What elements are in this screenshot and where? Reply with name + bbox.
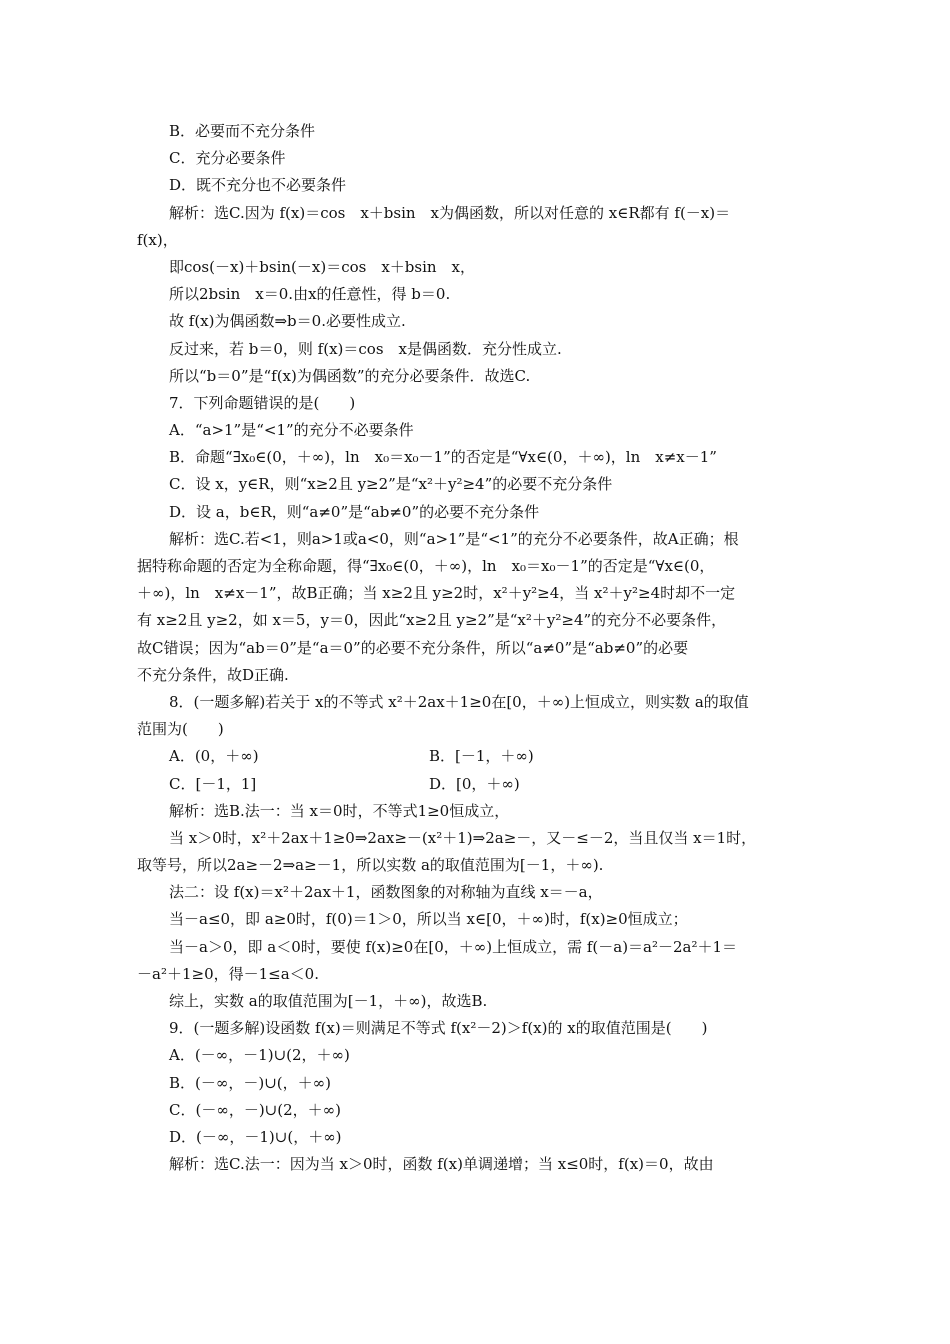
text-line: ＋∞)，ln x≠x－1”，故B正确；当 x≥2且 y≥2时，x²＋y²≥4，当 x²＋y²≥4时却不一定 [137,584,736,603]
text-line: 解析：选C.若<1，则a>1或a<0，则“a>1”是“<1”的充分不必要条件，故A正确；根 [169,529,739,548]
option-row-2 [137,771,817,798]
text-line: B．(－∞，－)∪(，＋∞) [169,1073,331,1092]
text-line: C．设 x，y∈R，则“x≥2且 y≥2”是“x²＋y²≥4”的必要不充分条件 [169,475,613,494]
option-d: D．[0，＋∞) [429,774,520,793]
text-line: D．既不充分也不必要条件 [169,176,347,195]
text-line: 解析：选C.因为 f(x)＝cos x＋bsin x为偶函数，所以对任意的 x∈R都有 f(－x)＝ [169,203,731,222]
text-line: 法二：设 f(x)＝x²＋2ax＋1，函数图象的对称轴为直线 x＝－a， [169,883,603,902]
option-c: C．[－1，1] [169,774,257,793]
text-line: 当 x＞0时，x²＋2ax＋1≥0⇒2ax≥－(x²＋1)⇒2a≥－，又－≤－2，当且仅当 x＝1时， [169,828,757,847]
text-line: 当－a≤0，即 a≥0时，f(0)＝1＞0，所以当 x∈[0，＋∞)时，f(x)≥0恒成立； [169,910,688,929]
text-line: B．命题“∃x₀∈(0，＋∞)，ln x₀＝x₀－1”的否定是“∀x∈(0，＋∞)，ln x≠x－1” [169,448,717,467]
document-body [137,118,817,1178]
text-line: 即cos(－x)＋bsin(－x)＝cos x＋bsin x， [169,257,476,276]
text-line: 当－a＞0，即 a＜0时，要使 f(x)≥0在[0，＋∞)上恒成立，需 f(－a)＝a²－2a²＋1＝ [169,937,738,956]
text-line: 7．下列命题错误的是( ) [169,393,356,412]
text-line: 所以“b＝0”是“f(x)为偶函数”的充分必要条件．故选C. [169,366,531,385]
text-line: 据特称命题的否定为全称命题，得“∃x₀∈(0，＋∞)，ln x₀＝x₀－1”的否定是“∀x∈(0， [137,557,715,575]
text-line: －a²＋1≥0，得－1≤a＜0. [137,964,319,983]
text-line: 解析：选B.法一：当 x＝0时，不等式1≥0恒成立， [169,801,510,820]
text-block-2 [137,798,817,1179]
text-line: B．必要而不充分条件 [169,122,316,140]
text-line: 范围为( ) [137,720,224,739]
text-line: 综上，实数 a的取值范围为[－1，＋∞)，故选B. [169,992,488,1010]
text-line: 解析：选C.法一：因为当 x＞0时，函数 f(x)单调递增；当 x≤0时，f(x)＝0，故由 [169,1155,714,1174]
text-line: D．设 a，b∈R，则“a≠0”是“ab≠0”的必要不充分条件 [169,502,540,521]
text-line: 有 x≥2且 y≥2，如 x＝5，y＝0，因此“x≥2且 y≥2”是“x²＋y²≥4”的充分不必要条件， [137,611,727,630]
text-line: C．充分必要条件 [169,149,286,168]
text-line: C．(－∞，－)∪(2，＋∞) [169,1100,341,1119]
option-row-1 [137,743,817,770]
text-line: 取等号，所以2a≥－2⇒a≥－1，所以实数 a的取值范围为[－1，＋∞). [137,856,604,875]
option-b: B．[－1，＋∞) [429,747,534,766]
text-line: 8．(一题多解)若关于 x的不等式 x²＋2ax＋1≥0在[0，＋∞)上恒成立，则实数 a的取值 [169,692,749,711]
text-line: A．“a>1”是“<1”的充分不必要条件 [169,421,414,440]
text-line: 不充分条件，故D正确. [137,665,289,684]
text-line: 故C错误；因为“ab＝0”是“a＝0”的必要不充分条件，所以“a≠0”是“ab≠0”的必要 [137,638,689,657]
text-line: D．(－∞，－1)∪(，＋∞) [169,1127,342,1146]
text-block-1 [137,118,817,743]
text-line: 所以2bsin x＝0.由x的任意性，得 b＝0. [169,285,451,304]
text-line: f(x)， [137,230,178,249]
text-line: 9．(一题多解)设函数 f(x)＝则满足不等式 f(x²－2)＞f(x)的 x的取值范围是( ) [169,1019,708,1038]
text-line: 故 f(x)为偶函数⇒b＝0.必要性成立. [169,312,406,331]
text-line: 反过来，若 b＝0，则 f(x)＝cos x是偶函数．充分性成立. [169,339,562,358]
option-a: A．(0，＋∞) [169,747,259,766]
text-line: A．(－∞，－1)∪(2，＋∞) [169,1046,350,1065]
